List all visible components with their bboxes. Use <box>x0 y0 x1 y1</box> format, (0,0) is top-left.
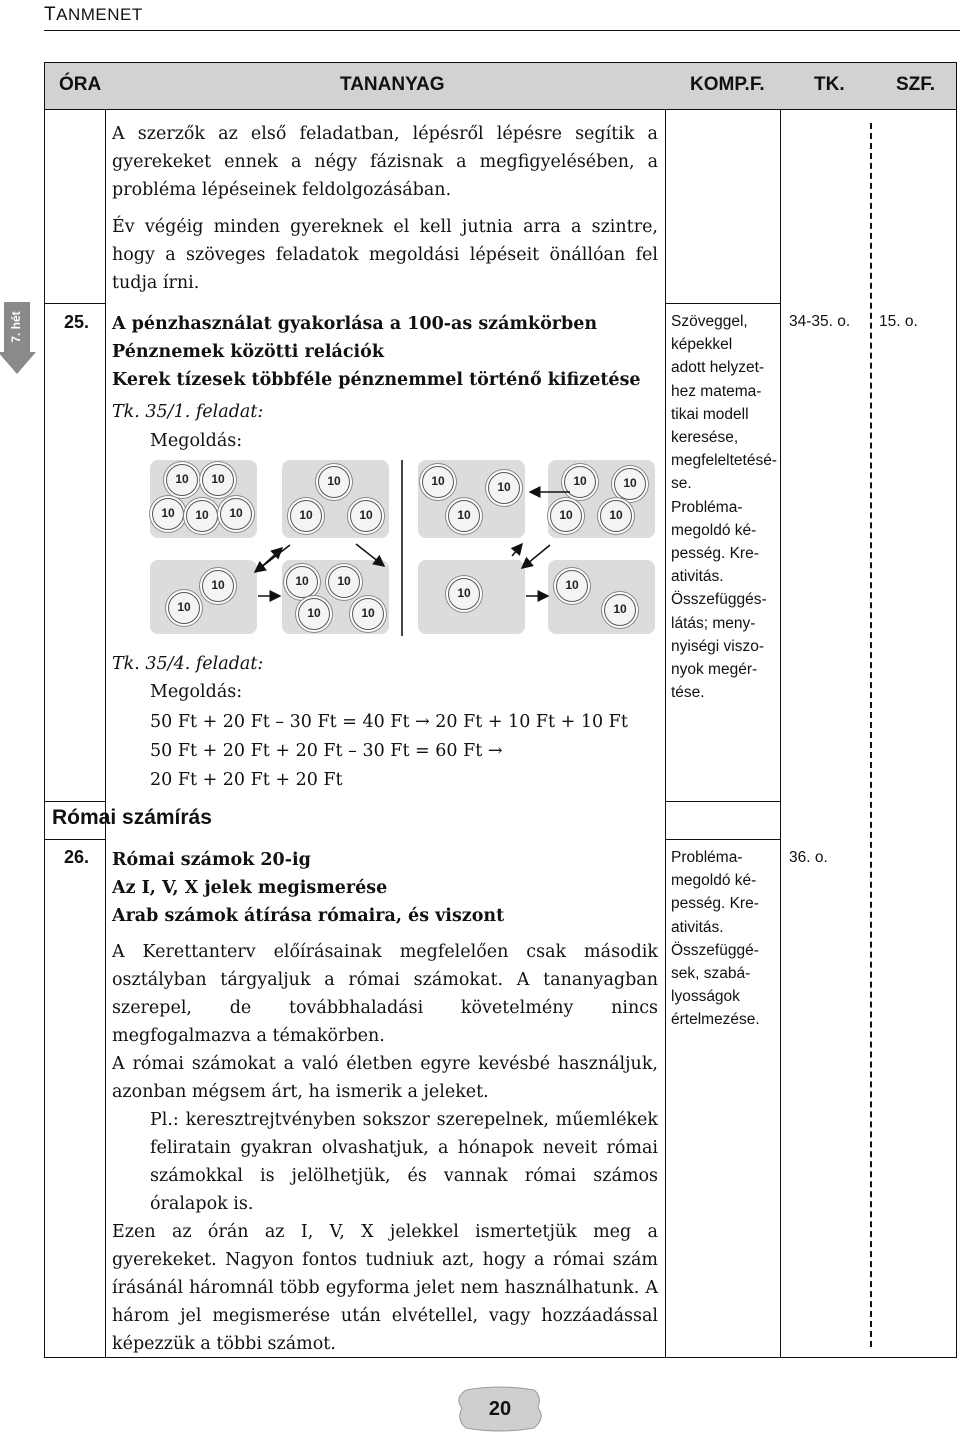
coin: 10 <box>202 464 234 496</box>
intro-paragraph-1: A szerzők az első feladatban, lépésről lépésre segítik a gyerekeket ennek a négy fázisnak a megfigyelésében, a probléma lépéseinek feldolgozásában. <box>112 124 658 200</box>
header-tk: TK. <box>814 74 845 95</box>
page-number-badge <box>452 1386 548 1432</box>
lesson-25-task-1: Tk. 35/1. feladat: <box>112 402 264 422</box>
coin: 10 <box>166 464 198 496</box>
row-divider-26-komp <box>665 839 780 840</box>
lesson-25-title-2: Pénznemek közötti relációk <box>112 342 384 362</box>
equation-2: 50 Ft + 20 Ft + 20 Ft – 30 Ft = 60 Ft → <box>150 741 503 761</box>
coin: 10 <box>422 466 454 498</box>
coin: 10 <box>600 500 632 532</box>
coin: 10 <box>328 566 360 598</box>
header-komp: KOMP.F. <box>690 74 765 95</box>
lesson-25-solution-label-1: Megoldás: <box>150 431 243 451</box>
header-rule <box>44 30 960 31</box>
running-head <box>44 4 143 26</box>
lesson-26-number: 26. <box>64 847 90 867</box>
row-divider-25-komp <box>665 303 780 304</box>
table-header <box>45 63 956 110</box>
coin: 10 <box>556 570 588 602</box>
coin: 10 <box>488 472 520 504</box>
lesson-26-title-2: Az I, V, X jelek megismerése <box>112 878 388 898</box>
coin: 10 <box>202 570 234 602</box>
coin: 10 <box>220 498 252 530</box>
running-head-rest: ANMENET <box>56 5 143 24</box>
coin: 10 <box>604 594 636 626</box>
lesson-26-paragraph-3: Ezen az órán az I, V, X jelekkel ismertetjük meg a gyerekeket. Nagyon fontos tudniuk azt, hogy a római szám írásánál háromnál több egyforma jelet nem használhatunk. A három jel megismerése után elvétellel, vagy hozzáadással képezzük a többi számot. <box>112 1222 658 1354</box>
coin-solution-figure <box>150 460 650 636</box>
lesson-25-competencies: Szöveggel, képekkel adott helyzet- hez matema- tikai modell keresése, megfeleltetésé- se. Probléma- megoldó ké- pesség. Kre- ativitás. Összefüggés- látás; meny- nyiségi viszo- nyok megér- tése. <box>671 313 777 702</box>
lesson-25-solution-label-2: Megoldás: <box>150 682 243 702</box>
coin: 10 <box>290 500 322 532</box>
row-divider-26-ora <box>45 839 105 840</box>
header-szf: SZF. <box>896 74 936 95</box>
header-ora: ÓRA <box>59 74 102 95</box>
row-divider-25-ora <box>45 303 105 304</box>
intro-paragraph-2: Év végéig minden gyereknek el kell jutnia arra a szintre, hogy a szöveges feladatok megoldási lépéseit önállóan fel tudja írni. <box>112 217 658 293</box>
column-divider-komp <box>780 110 781 1357</box>
lesson-26-paragraph-2: A római számokat a való életben egyre kevésbé használjuk, azonban mégsem árt, ha ismerik a jeleket. <box>112 1054 658 1102</box>
equation-3: 20 Ft + 20 Ft + 20 Ft <box>150 770 343 790</box>
coin: 10 <box>168 592 200 624</box>
coin: 10 <box>614 468 646 500</box>
coin: 10 <box>448 500 480 532</box>
coin: 10 <box>564 466 596 498</box>
lesson-25-workbook-pages: 15. o. <box>879 313 918 330</box>
coin: 10 <box>152 498 184 530</box>
running-head-initial: T <box>44 4 57 25</box>
column-divider-tk-dashed <box>870 123 872 1347</box>
coin: 10 <box>318 466 350 498</box>
week-tab-label: 7. hét <box>9 311 23 343</box>
lesson-26-paragraph-1: A Kerettanterv előírásainak megfelelően csak második osztályban tárgyaljuk a római számokat. A tananyagban szerepel, de továbbhaladási követelmény nincs megfogalmazva a témakörben. <box>112 942 658 1046</box>
page-number: 20 <box>488 1398 512 1420</box>
lesson-25-task-2: Tk. 35/4. feladat: <box>112 654 264 674</box>
equation-1: 50 Ft + 20 Ft – 30 Ft = 40 Ft → 20 Ft + 10 Ft + 10 Ft <box>150 712 628 732</box>
coin: 10 <box>286 566 318 598</box>
lesson-26-title-1: Római számok 20-ig <box>112 850 311 870</box>
lesson-26-competencies: Probléma- megoldó ké- pesség. Kre- ativitás. Összefüggé- sek, szabá- lyosságok értelmezése. <box>671 849 760 1029</box>
week-tab-arrow-icon <box>0 302 36 374</box>
lesson-26-title-3: Arab számok átírása rómaira, és viszont <box>112 906 505 926</box>
lesson-25-number: 25. <box>64 312 90 332</box>
lesson-25-title-3: Kerek tízesek többféle pénznemmel történő kifizetése <box>112 370 641 390</box>
coin: 10 <box>186 500 218 532</box>
exchange-arrows-icon <box>150 460 655 636</box>
lesson-25-textbook-pages: 34-35. o. <box>789 313 851 330</box>
lesson-26-textbook-pages: 36. o. <box>789 849 828 866</box>
row-divider-section-komp <box>665 801 780 802</box>
row-divider-section-ora <box>45 801 105 802</box>
header-tananyag: TANANYAG <box>340 74 445 95</box>
column-divider-ora <box>105 110 106 1357</box>
lesson-26-example: Pl.: keresztrejtvényben sokszor szerepelnek, műemlékek feliratain gyakran olvashatjuk, a hónapok neveit római számokkal is jelölhetjük, és vannak római számos óralapok is. <box>150 1110 658 1214</box>
coin: 10 <box>352 598 384 630</box>
section-title: Római számírás <box>52 806 212 829</box>
coin: 10 <box>448 578 480 610</box>
coin: 10 <box>350 500 382 532</box>
column-divider-tananyag <box>665 110 666 1357</box>
lesson-25-title-1: A pénzhasználat gyakorlása a 100-as számkörben <box>112 314 598 334</box>
coin: 10 <box>550 500 582 532</box>
coin: 10 <box>298 598 330 630</box>
